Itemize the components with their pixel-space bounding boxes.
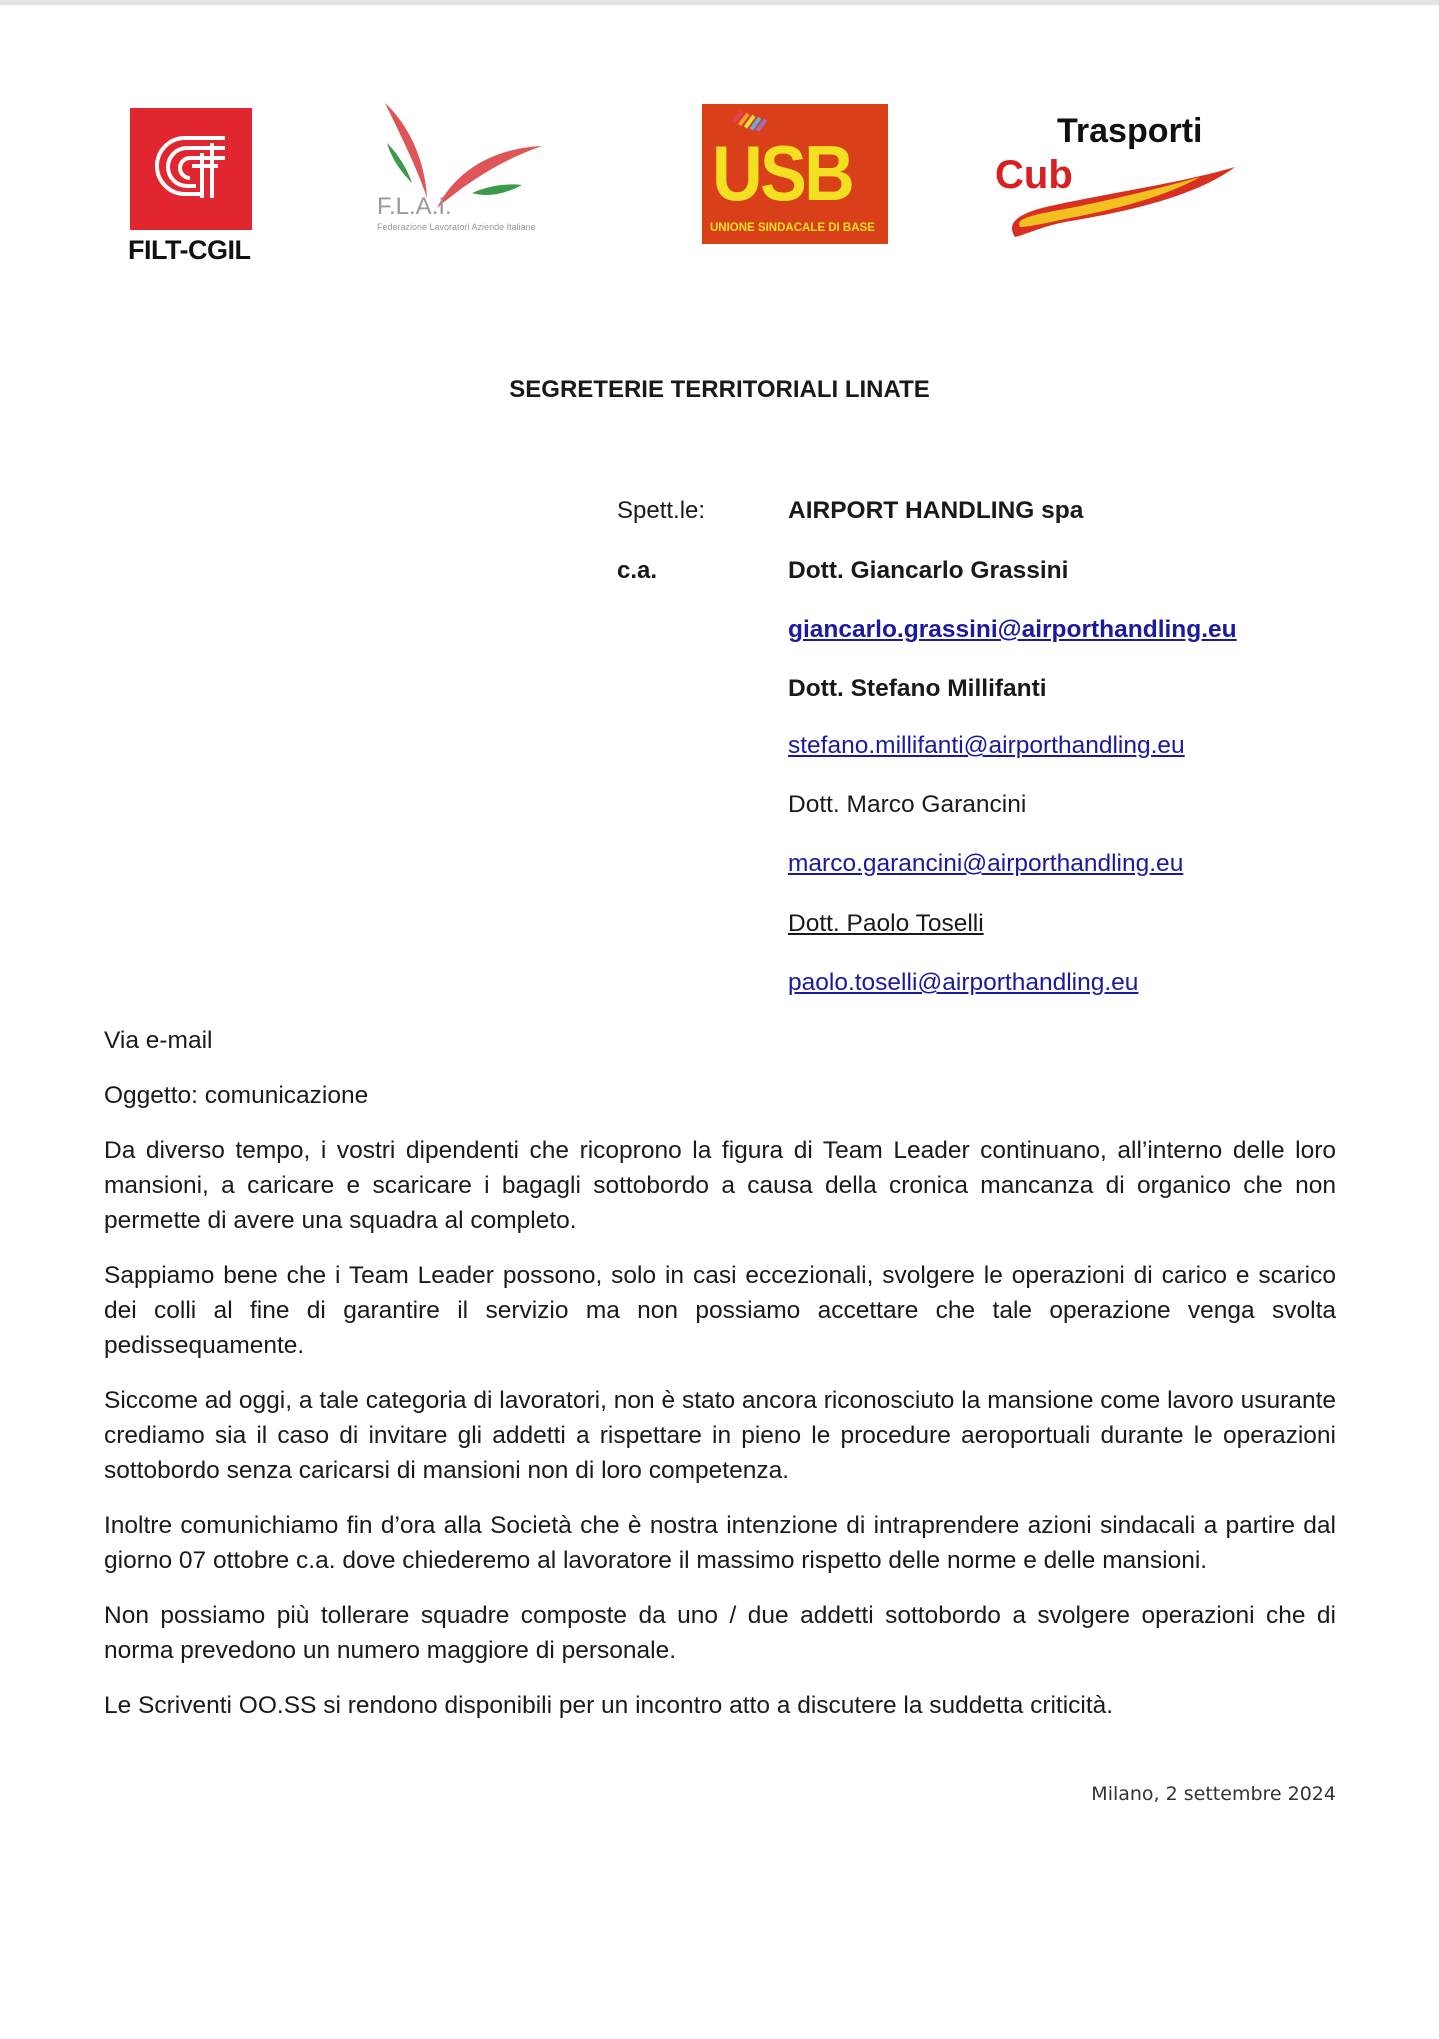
company-name: AIRPORT HANDLING spa <box>788 497 1084 524</box>
cub-trasporti-text: Trasporti <box>1057 112 1203 150</box>
flai-wings-icon <box>377 98 587 233</box>
recipient-email-link[interactable]: stefano.millifanti@airporthandling.eu <box>788 732 1185 759</box>
recipient-email-link[interactable]: paolo.toselli@airporthandling.eu <box>788 969 1139 996</box>
filt-emblem-icon <box>130 108 252 230</box>
body-paragraph: Siccome ad oggi, a tale categoria di lavoratori, non è stato ancora riconosciuto la mansione come lavoro usurante crediamo sia il caso di invitare gli addetti a rispettare in pieno le procedure aeroportuali durante le operazioni sottobordo senza caricarsi di mansioni non di loro competenza. <box>104 1387 1336 1484</box>
body-paragraph: Non possiamo più tollerare squadre composte da uno / due addetti sottobordo a svolgere operazioni che di norma prevedono un numero maggiore di personale. <box>104 1602 1336 1664</box>
filt-cgil-label: FILT-CGIL <box>128 235 251 265</box>
subject-line: Oggetto: comunicazione <box>104 1082 369 1109</box>
recipient-name: Dott. Paolo Toselli <box>788 910 984 937</box>
label-spettle: Spett.le: <box>617 497 706 524</box>
body-paragraph: Inoltre comunichiamo fin d’ora alla Società che è nostra intenzione di intraprendere azioni sindacali a partire dal giorno 07 ottobre c.a. dove chiederemo al lavoratore il massimo rispetto delle norme e delle mansioni. <box>104 1512 1336 1574</box>
usb-logo <box>702 104 888 244</box>
recipient-name: Dott. Stefano Millifanti <box>788 675 1047 702</box>
recipient-name: Dott. Marco Garancini <box>788 791 1027 818</box>
delivery-method: Via e-mail <box>104 1027 213 1054</box>
flai-logo <box>377 98 587 233</box>
letter-body <box>104 1023 1336 1805</box>
filt-cgil-logo <box>130 108 252 230</box>
cub-prefix: Cub <box>995 153 1073 197</box>
recipient-email-link[interactable]: giancarlo.grassini@airporthandling.eu <box>788 616 1237 643</box>
document-date: Milano, 2 settembre 2024 <box>1091 1783 1336 1805</box>
document-title: SEGRETERIE TERRITORIALI LINATE <box>509 376 930 403</box>
recipient-name: Dott. Giancarlo Grassini <box>788 557 1069 584</box>
body-paragraph: Le Scriventi OO.SS si rendono disponibili per un incontro atto a discutere la suddetta criticità. <box>104 1692 1114 1719</box>
flai-name: F.L.A.I. <box>377 193 452 220</box>
usb-name: USB <box>712 129 853 217</box>
cub-trasporti-logo <box>995 112 1245 247</box>
body-paragraph: Da diverso tempo, i vostri dipendenti che ricoprono la figura di Team Leader continuano, all’interno delle loro mansioni, a caricare e scaricare i bagagli sottobordo a causa della cronica mancanza di organico che non permette di avere una squadra al completo. <box>104 1137 1336 1234</box>
recipient-email-link[interactable]: marco.garancini@airporthandling.eu <box>788 850 1184 877</box>
usb-subtitle: UNIONE SINDACALE DI BASE <box>710 222 875 234</box>
top-border <box>0 0 1439 5</box>
body-paragraph: Sappiamo bene che i Team Leader possono, solo in casi eccezionali, svolgere le operazioni di carico e scarico dei colli al fine di garantire il servizio ma non possiamo accettare che tale operazione venga svolta pedissequamente. <box>104 1262 1336 1359</box>
label-ca: c.a. <box>617 557 658 584</box>
cub-flame-icon <box>995 112 1245 247</box>
flai-subtitle: Federazione Lavoratori Aziende Italiane <box>377 222 536 232</box>
